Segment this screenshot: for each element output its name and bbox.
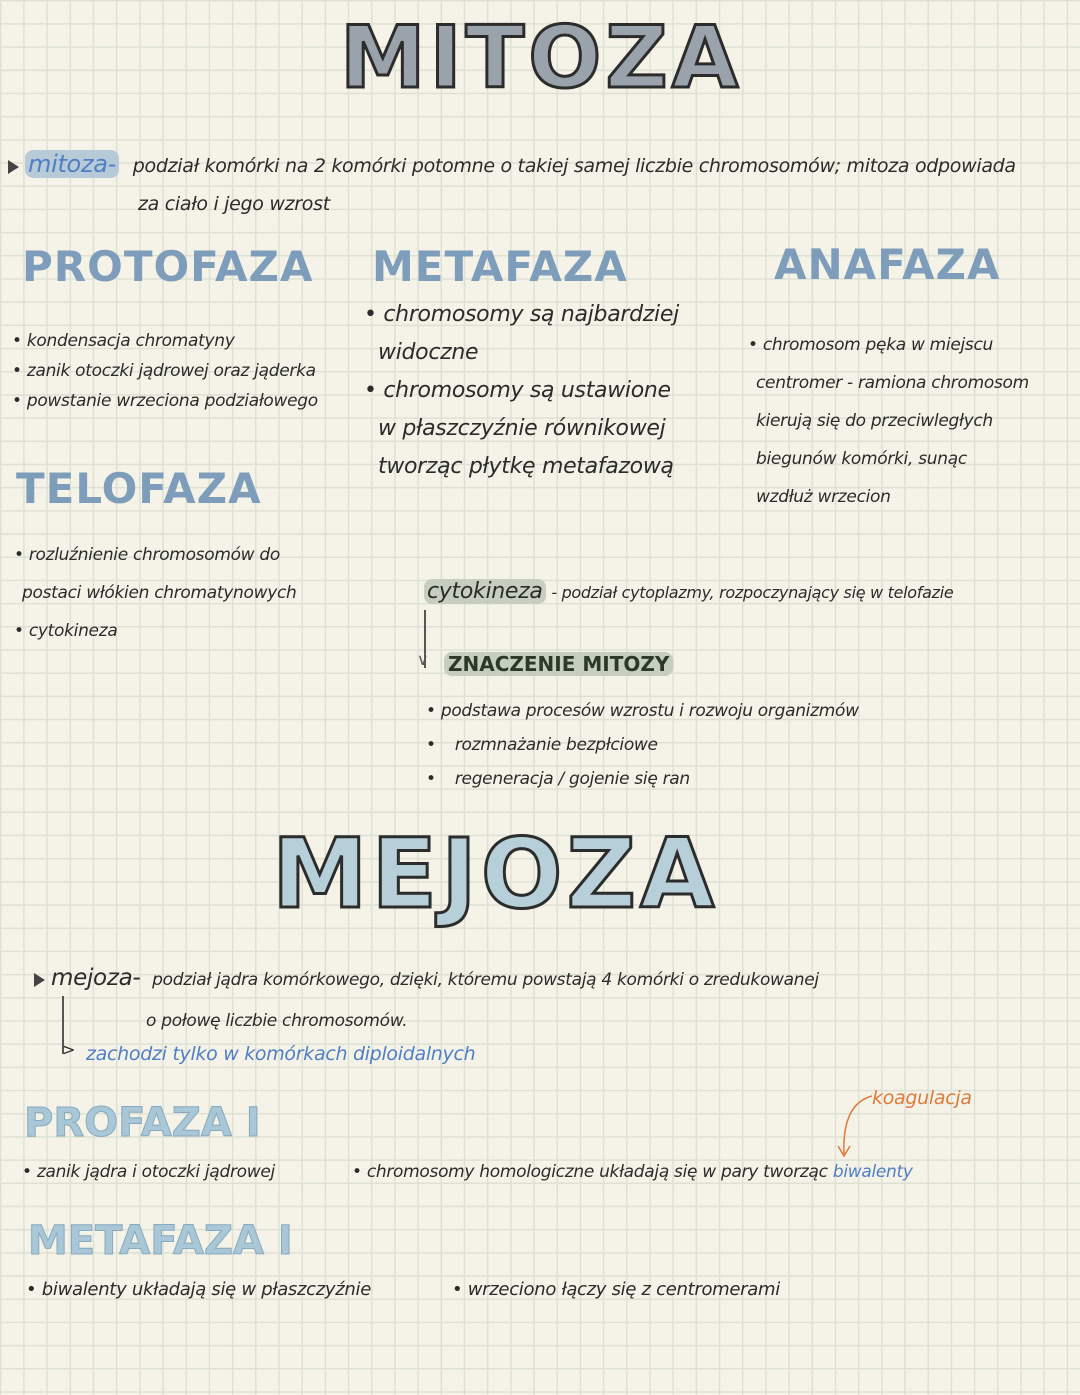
arrow-right-icon: > xyxy=(62,1040,76,1059)
list-item: • zanik otoczki jądrowej oraz jąderka xyxy=(12,356,318,386)
biwalenty-highlight: biwalenty xyxy=(832,1162,913,1182)
list-item: kierują się do przeciwległych xyxy=(756,411,993,431)
mitoza-definition-line1: podział komórki na 2 komórki potomne o takiej samej liczbie chromosomów; mitoza odpowiada xyxy=(132,155,1016,177)
list-item-text: rozmnażanie bezpłciowe xyxy=(454,735,658,755)
mitoza-definition xyxy=(8,146,1016,184)
list-item: centromer - ramiona chromosom xyxy=(756,373,1029,393)
mejoza-definition-line1: podział jądra komórkowego, dzięki, któremu powstają 4 komórki o zredukowanej xyxy=(152,970,819,990)
telofaza-points xyxy=(14,536,296,650)
metafaza-1-point-1 xyxy=(26,1272,371,1308)
metafaza-points xyxy=(364,296,679,486)
metafaza-1-point-2 xyxy=(452,1272,780,1308)
heading-telofaza: TELOFAZA xyxy=(16,464,262,513)
heading-anafaza: ANAFAZA xyxy=(774,240,1001,289)
list-item: • chromosomy homologiczne układają się w pary tworząc xyxy=(352,1162,828,1182)
profaza-1-point-2 xyxy=(352,1154,913,1190)
list-item-text: regeneracja / gojenie się ran xyxy=(454,769,690,789)
triangle-bullet-icon xyxy=(34,973,45,987)
anafaza-points xyxy=(748,326,1029,516)
list-item: • biwalenty układają się w płaszczyźnie xyxy=(26,1279,371,1300)
profaza-1-point-1 xyxy=(22,1154,275,1190)
arrow-head-icon: ∨ xyxy=(417,650,429,669)
list-item: • zanik jądra i otoczki jądrowej xyxy=(22,1162,275,1182)
curved-arrow-icon xyxy=(836,1092,876,1162)
list-item xyxy=(426,728,859,762)
list-item: • wrzeciono łączy się z centromerami xyxy=(452,1279,780,1300)
mejoza-definition-line2: o połowę liczbie chromosomów. xyxy=(146,1011,408,1031)
cytokineza-term: cytokineza xyxy=(424,579,546,604)
heading-metafaza-1: METAFAZA I xyxy=(28,1218,293,1264)
mejoza-term: mejoza- xyxy=(51,965,141,991)
list-item: postaci włókien chromatynowych xyxy=(22,583,297,603)
list-item: • rozluźnienie chromosomów do xyxy=(14,536,296,574)
list-item: • powstanie wrzeciona podziałowego xyxy=(12,386,318,416)
list-item: tworząc płytkę metafazową xyxy=(378,454,674,479)
profaza-points xyxy=(12,326,318,416)
list-item: wzdłuż wrzecion xyxy=(756,487,891,507)
page-title-mejoza: MEJOZA xyxy=(272,818,719,930)
mitoza-definition-line2: za ciało i jego wzrost xyxy=(138,193,330,215)
annotation-koagulacja: koagulacja xyxy=(872,1087,972,1109)
list-item: w płaszczyźnie równikowej xyxy=(378,416,666,441)
list-item: biegunów komórki, sunąc xyxy=(756,449,967,469)
cytokineza-definition xyxy=(424,574,953,611)
heading-metafaza: METAFAZA xyxy=(372,242,628,291)
mitoza-term: mitoza- xyxy=(25,150,119,178)
list-item: • cytokineza xyxy=(14,612,296,650)
cytokineza-text: - podział cytoplazmy, rozpoczynający się w telofazie xyxy=(551,583,954,602)
list-item: • chromosom pęka w miejscu xyxy=(748,326,1029,364)
triangle-bullet-icon xyxy=(8,160,19,174)
heading-znaczenie-mitozy: ZNACZENIE MITOZY xyxy=(444,652,673,676)
znaczenie-points xyxy=(426,694,859,796)
list-item xyxy=(426,762,859,796)
list-item: • chromosomy są najbardziej xyxy=(364,296,679,334)
list-item: • kondensacja chromatyny xyxy=(12,326,318,356)
heading-profaza: PROTOFAZA xyxy=(22,242,314,291)
heading-profaza-1: PROFAZA I xyxy=(24,1100,261,1146)
list-item: • podstawa procesów wzrostu i rozwoju organizmów xyxy=(426,694,859,728)
page-title-mitoza: MITOZA xyxy=(340,8,743,108)
mejoza-definition xyxy=(34,960,819,998)
mejoza-note: zachodzi tylko w komórkach diploidalnych xyxy=(86,1043,476,1065)
list-item: • chromosomy są ustawione xyxy=(364,372,679,410)
list-item: widoczne xyxy=(378,340,479,365)
